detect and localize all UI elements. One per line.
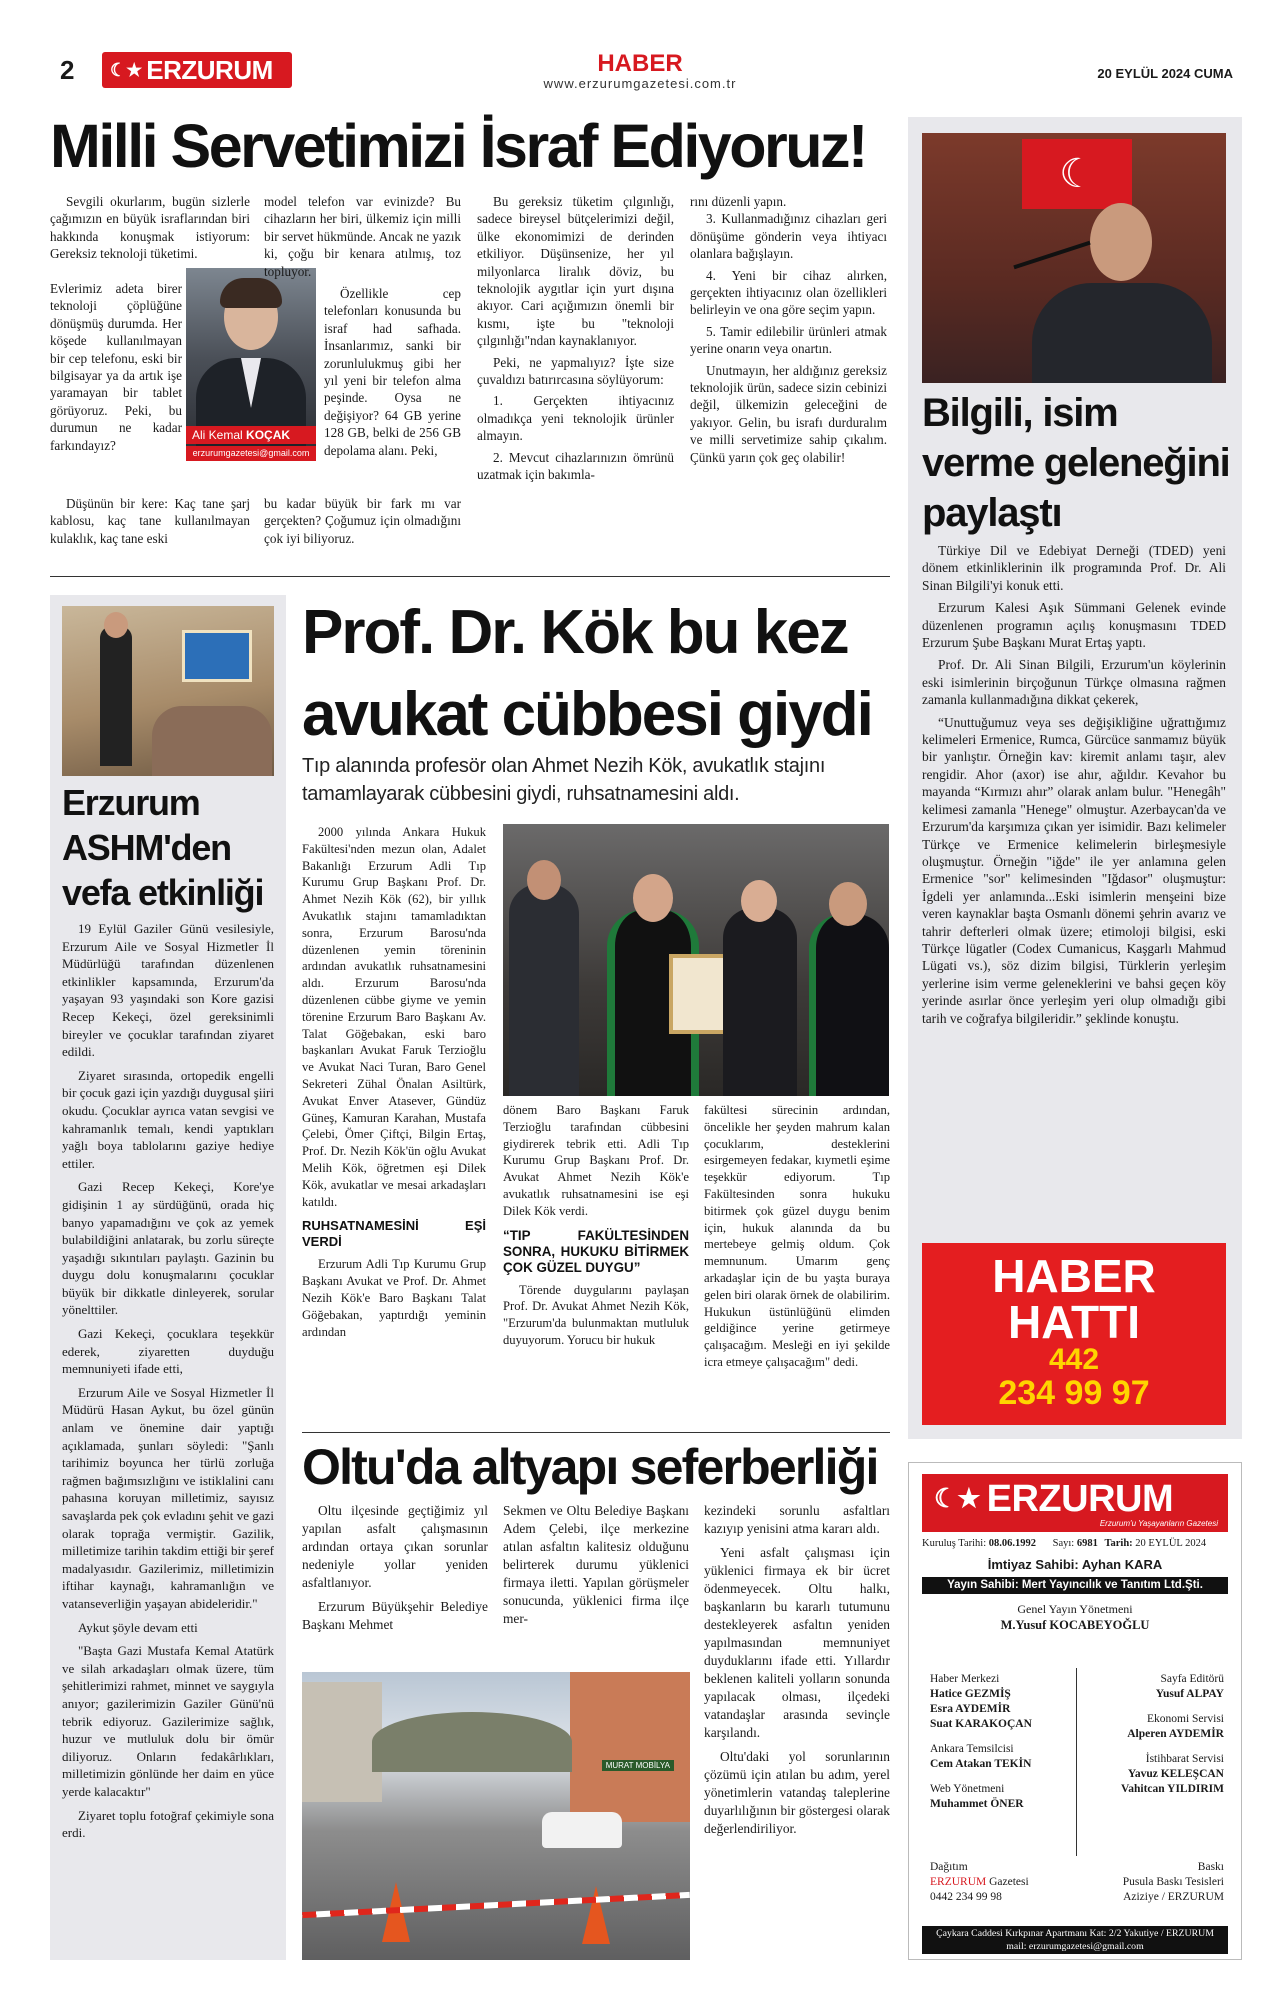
masthead-print: Baskı Pusula Baskı Tesisleri Aziziye / ERZURUM	[1122, 1861, 1224, 1903]
column-col1-top: Sevgili okurlarım, bugün sizlerle çağımızın en büyük israflarından biri hakkında konuşmak istiyorum: Gereksiz teknoloji tüketimi.	[50, 194, 250, 262]
kok-col2: dönem Baro Başkanı Faruk Terzioğlu tarafından cübbesini giydirerek tebrik etti. Adli Tıp Kurumu Grup Başkanı Prof. Dr. Avukat Ahmet Nezih Kök'e avukatlık ruhsatnamesini ise eşi Dilek Kök verdi. “TIP FAKÜLTESİNDEN SONRA, HUKUKU BİTİRMEK ÇOK GÜZEL DUYGU” Törende duygularını paylaşan Prof. Dr. Avukat Ahmet Nezih Kök, "Erzurum'da bulunmaktan mutluluk duyuyorum. Yorucu bir hukuk	[503, 1103, 689, 1347]
kok-photo	[503, 824, 889, 1096]
author-email[interactable]: erzurumgazetesi@gmail.com	[186, 446, 316, 461]
person-right	[809, 914, 889, 1096]
masthead-gm-name: M.Yusuf KOCABEYOĞLU	[1000, 1618, 1150, 1632]
ashm-paragraph: Ziyaret sırasında, ortopedik engelli bir çocuk gazi için yazdığı duygusal şiiri okudu. Çocuklar ayrıca vatan sevgisi ve kahramanlık temalı, kendi yaptıkları yağlı boya tablolarını gaziye hediye ettiler.	[62, 1067, 274, 1171]
ashm-paragraph: "Başta Gazi Mustafa Kemal Atatürk ve silah arkadaşları olmak üzere, tüm şehitlerimizi rahmet, minnet ve saygıyla anıyor; gazilerimizin Gaziler Günü'nü tebrik ediyoruz. Gazilerimize sağlık, huzur ve mutluluk dolu bir ömür diliyoruz. Onların fedakârlıkları, milletimizin gönlünde her daim en yüce yerde kalacaktır"	[62, 1643, 274, 1799]
person-left-head	[527, 860, 561, 900]
oltu-col3: kezindeki sorunlu asfaltları kazıyıp yenisini atma kararı aldı. Yeni asfalt çalışması için yüklenici firmaya ek bir ücret ödenmeyecek. Oltu halkı, başkanların bu kararlı tutumunu destekleyerek asfaltın yeniden yapılmasından memnuniyet duyduklarını ifade etti. Yıllardır beklenen kaliteli yolların sonunda yapılacak olması, ilçedeki vatandaşlar arasında sevinçle karşılandı. Oltu'daki yol sorunlarının çözümü için atılan bu adım, yerel yönetimlerin vatandaş taleplerine duyarlılığının bir göstergesi olarak değerlendiriliyor.	[704, 1503, 890, 1836]
staff-name: Muhammet ÖNER	[930, 1798, 1024, 1810]
staff-title: Haber Merkezi	[930, 1673, 1000, 1685]
ashm-paragraph: Gazi Kekeçi, çocuklara teşekkür ederek, ziyaretten duyduğu memnuniyeti ifade etti,	[62, 1326, 274, 1377]
staff-name: Esra AYDEMİR	[930, 1703, 1011, 1715]
staff-title: Ankara Temsilcisi	[930, 1743, 1014, 1755]
ashm-paragraph: Gazi Recep Kekeçi, Kore'ye gidişinin 1 ay sürdüğünü, orada hiç banyo yapamadığını ve çok az yemek bulabildiğini anlatarak, bu zorlu süreçte yaşadığı sıkıntıları paylaştı. Gazinin bu duygu dolu konuşmalarını çocuklar büyük bir dikkatle dinleyerek, sorular yönelttiler.	[62, 1179, 274, 1318]
staff-name: Cem Atakan TEKİN	[930, 1758, 1032, 1770]
police-tape	[302, 1892, 690, 1918]
ashm-photo	[62, 606, 274, 776]
header-date: 20 EYLÜL 2024 CUMA	[1097, 66, 1233, 81]
staff-group	[1084, 1752, 1224, 1797]
column-col1-wrap: Evlerimiz adeta birer teknoloji çöplüğüne dönüşmüş durumda. Her köşede kullanılmayan bir cep telefonu, eski bir bilgisayar ya da artık işe yaramayan bir tablet görüyoruz. Peki, bu durumun ne kadar farkındayız?	[50, 281, 182, 453]
staff-name: Alperen AYDEMİR	[1127, 1728, 1224, 1740]
haber-hatti-box[interactable]	[922, 1243, 1226, 1425]
painting-image	[182, 630, 252, 682]
header-section: HABER	[597, 50, 683, 77]
shop-sign: MURAT MOBİLYA	[602, 1760, 674, 1771]
staff-name: Vahitcan YILDIRIM	[1121, 1783, 1224, 1795]
masthead-info-line: Kuruluş Tarihi: 08.06.1992 Sayı: 6981 Tarih: 20 EYLÜL 2024	[922, 1538, 1207, 1549]
bilgili-headline: Bilgili, isim verme geleneğini paylaştı	[922, 391, 1230, 535]
masthead-dist: Dağıtım ERZURUM Gazetesi 0442 234 99 98	[930, 1861, 1029, 1903]
bilgili-text: Türkiye Dil ve Edebiyat Derneği (TDED) yeni dönem etkinliklerinin ilk programında Prof. Dr. Ali Sinan Bilgili'yi konuk etti. Erzurum Kalesi Aşık Sümmani Gelenek evinde düzenlenen programın açılış konuşmasını TDED Erzurum Şube Başkanı Murat Ertaş yaptı. Prof. Dr. Ali Sinan Bilgili, Erzurum'un köylerinin eski isimlerinin birçoğunun Türkçe olmasına rağmen zamanla kullanmadığına dikkat çekerek, “Unuttuğumuz veya ses değişikliğine uğrattığımız kelimeleri Ermenice, Rumca, Gürcüce sanmamız büyük bir yanlıştır. Örneğin kav: kiremit anlamı taşır, alev rengidir. Ahor (axor) ise ahır, ağıldır. Kevahor bu mayanda “Kırmızı ahır” olarak anlam bulur. "Henegâh" kelimesi zamanla "Henege" olmuştur. Azerbaycan'da ve Erzurum'da karşımıza çıkan yer isimidir. Bazı kelimeler Türkçe ve Ermenice kelimelerin birleşmesiyle oluşmuştur. Örneğin "iğde" ile yer anlamına gelen Ermenice "sor" kelimesinden "Iğdasor" oluşmuştur: İgdeli yer anlamında...Eski isimlerin menşeini bize veren kaynaklar başta Osmanlı dönemi şehrin avarız ve tahrir defterleri olmak üzere; etimoloji bilgisi, eski Türkçe lügatler (Codex Cumanicus, Kaşgarlı Mahmud Lügati vs.), söz dizim bilgisi, Türklerin yerleşim yerlerine isim verme geleneklerini ve bahsi geçen köy yerinde asırlar önce yerleşim yeri olup olmadığı gibi tarih ve coğrafya bilgileridir.” şeklinde konuştu.	[922, 543, 1226, 1026]
author-name-bar: Ali Kemal KOÇAK	[186, 426, 316, 444]
building-left	[302, 1682, 382, 1802]
person-left	[509, 884, 579, 1096]
kok-headline: Prof. Dr. Kök bu kez avukat cübbesi giydi	[302, 598, 872, 749]
column-col2-top: model telefon var evinizde? Bu cihazların her biri, ülkemiz için milli bir servet hükmünde. Ancak ne yazık ki, çoğu bir kenara atılmış, toz topluyor.	[264, 194, 461, 279]
author-hair	[220, 278, 282, 308]
ashm-paragraph: Ziyaret toplu fotoğraf çekimiyle sona erdi.	[62, 1807, 274, 1841]
column-col3: Bu gereksiz tüketim çılgınlığı, sadece bireysel bütçelerimizi değil, ülke ekonomimizi de derinden etkiliyor. Düşünsenize, her yıl milyonlarca liralık döviz, bu teknolojik aygıtlar için yurt dışına akıyor. Cari açığımızın önemli bir kısmı, işte bu "teknoloji çılgınlığı"ndan kaynaklanıyor. Peki, ne yapmalıyız? İşte size çuvaldızı batırırcasına söylüyorum: 1. Gerçekten ihtiyacınız olmadıkça yeni teknolojik ürünler almayın. 2. Mevcut cihazlarınızın ömrünü uzatmak için bakımla-	[477, 194, 674, 483]
building-right	[570, 1672, 690, 1822]
ashm-headline: Erzurum ASHM'den vefa etkinliği	[62, 782, 264, 913]
masthead-publisher: Yayın Sahibi: Mert Yayıncılık ve Tanıtım Ltd.Şti.	[922, 1577, 1228, 1594]
person-right-head	[829, 882, 867, 926]
ashm-text	[62, 920, 274, 1842]
masthead-footer: Çaykara Caddesi Kırkpınar Apartmanı Kat: 2/2 Yakutiye / ERZURUM mail: erzurumgazetesi@gmail.com	[922, 1926, 1228, 1954]
ashm-paragraph: 19 Eylül Gaziler Günü vesilesiyle, Erzurum Aile ve Sosyal Hizmetler İl Müdürlüğü tarafından düzenlenen etkinlikler kapsamında, Erzurum'da yaşayan 93 yaşındaki son Kore gazisi Recep Kekeçi, özel gereksinimli bireyler ve çocuklar tarafından ziyaret edildi.	[62, 921, 274, 1060]
speaker-body	[1032, 283, 1212, 383]
staff-name: Yavuz KELEŞCAN	[1127, 1768, 1224, 1780]
staff-group	[1084, 1672, 1224, 1702]
staff-name: Hatice GEZMİŞ	[930, 1688, 1011, 1700]
masthead-logo: ☾★ ERZURUM Erzurum'u Yaşayanların Gazetesi	[922, 1474, 1228, 1532]
staff-title: Web Yönetmeni	[930, 1783, 1005, 1795]
column-col1-bottom: Düşünün bir kere: Kaç tane şarj kablosu, kaç tane kullanılmayan kulaklık, kaç tane eski	[50, 496, 250, 546]
soldier-head	[104, 612, 128, 638]
haber-hatti-phone1: 442	[1048, 1343, 1100, 1376]
masthead-email[interactable]: mail: erzurumgazetesi@gmail.com	[1006, 1941, 1144, 1952]
traffic-cone-right	[582, 1886, 610, 1944]
oltu-photo	[302, 1672, 690, 1960]
oltu-col2: Sekmen ve Oltu Belediye Başkanı Adem Çelebi, ilçe merkezine atılan asfaltın kalitesiz olduğunu belirterek durumu yüklenici firmaya iletti. Yapılan görüşmeler sonucunda, yüklenici firma ilçe mer-	[503, 1503, 689, 1626]
masthead-right	[1084, 1672, 1224, 1807]
kok-deck: Tıp alanında profesör olan Ahmet Nezih Kök, avukatlık stajını tamamlayarak cübbesini giydi, ruhsatnamesini aldı.	[302, 755, 826, 805]
haber-hatti-line1: HABER	[992, 1250, 1156, 1302]
staff-group	[930, 1742, 1070, 1772]
kok-col3: fakültesi sürecinin ardından, öncelikle her şeyden mahrum kalan çocuklarım, desteklerini esirgemeyen fedakar, kıymetli eşime teşekkür ediyorum. Tıp Fakültesinden sonra hukuku bitirmek çok güzel duygu benim için, hukuk alanında da bu mertebeye gelmiş oldum. Çok memnunum. Umarım genç arkadaşlar için de bu yaşta buraya gelen biri olarak örnek de olabilirim. Hukukun üstünlüğünü elimden geldiğince yerine getirmeye çalışacağım. Mesleği en iyi şekilde icra etmeye çalışacağım" dedi.	[704, 1103, 890, 1369]
white-car	[542, 1812, 622, 1848]
masthead-left	[930, 1672, 1070, 1822]
staff-name: Suat KARAKOÇAN	[930, 1718, 1032, 1730]
kok-col1: 2000 yılında Ankara Hukuk Fakültesi'nden mezun olan, Adalet Bakanlığı Erzurum Adli Tıp Kurumu Grup Başkanı Prof. Dr. Ahmet Nezih Kök (62), bir yıllık Avukatlık stajını tamamladıktan sonra, Erzurum Barosu'nda düzenlenen yemin töreninin ardından avukatlık ruhsatnamesini aldı. Erzurum Barosu'nda düzenlenen cübbe giyme ve yemin törenine Erzurum Baro Başkanı Av. Talat Göğebakan, eski baro başkanları Avukat Faruk Terzioğlu ve Avukat Naci Turan, Baro Genel Sekreteri Zühal Önalan Asiltürk, Avukat Enver Atasever, Gündüz Güneş, Kamuran Karahan, Mustafa Çelebi, Ömer Çiftçi, Bilgin Ertaş, Prof. Dr. Nezih Kök'ün oğlu Avukat Melih Kök, öğretmen eşi Dilek Kök, avukatlar ve mesai arkadaşları katıldı. RUHSATNAMESİNİ EŞİ VERDİ Erzurum Adli Tıp Kurumu Grup Başkanı Avukat ve Prof. Dr. Ahmet Nezih Kök'e Baro Başkanı Talat Göğebakan, yaptırdığı yeminin ardından	[302, 825, 486, 1339]
hill-image	[372, 1712, 572, 1772]
microphone-icon	[1013, 241, 1090, 270]
haber-hatti-line2: HATTI	[1007, 1296, 1140, 1348]
woman-figure	[723, 908, 797, 1096]
oltu-col1: Oltu ilçesinde geçtiğimiz yıl yapılan asfalt çalışmasının ardından ortaya çıkan sorunlar nedeniyle yollar yeniden asfaltlanıyor. Erzurum Büyükşehir Belediye Başkanı Mehmet	[302, 1503, 488, 1632]
kok-sub2: “TIP FAKÜLTESİNDEN SONRA, HUKUKU BİTİRMEK ÇOK GÜZEL DUYGU”	[503, 1227, 689, 1275]
staff-title: Ekonomi Servisi	[1147, 1713, 1224, 1725]
haber-hatti-phone2: 234 99 97	[998, 1374, 1150, 1412]
column-col2-bottom: bu kadar büyük bir fark mı var gerçekten? Çoğumuz için olmadığını çok iyi biliyoruz.	[264, 496, 461, 546]
kok-sub1: RUHSATNAMESİNİ EŞİ VERDİ	[302, 1218, 486, 1250]
header-website[interactable]: www.erzurumgazetesi.com.tr	[543, 76, 737, 91]
staff-group	[1084, 1712, 1224, 1742]
column-col2-wrap: Özellikle cep telefonları konusunda bu israf had safhada. İnsanlarımız, sanki bir zorunlulukmuş gibi her yıl yeni bir telefon alma peşinde. Oysa ne değişiyor? 64 GB yerine 128 GB, belki de 256 GB depolama alanı. Peki,	[324, 286, 461, 458]
flag-icon: ☾★	[110, 59, 143, 80]
staff-group	[930, 1782, 1070, 1812]
oltu-headline: Oltu'da altyapı seferberliği	[302, 1439, 878, 1495]
column-col4: rını düzenli yapın. 3. Kullanmadığınız cihazları geri dönüşüme gönderin veya ihtiyacı olanlara bağışlayın. 4. Yeni bir cihaz alırken, gerçekten ihtiyacınız olan özellikleri belirleyin ve ona göre seçim yapın. 5. Tamir edilebilir ürünleri atmak yerine onarın veya onartın. Unutmayın, her aldığınız gereksiz teknolojik ürün, sadece sizin cebinizi değil, ülkemizin geleceğini de yakıyor. Gelin, bu israfı durduralım ve milli servetimize sahip çıkalım. Çünkü yarın çok geç olabilir!	[690, 194, 887, 465]
flag-image: ☾	[1022, 139, 1132, 209]
staff-title: Sayfa Editörü	[1160, 1673, 1224, 1685]
masthead-privilege: İmtiyaz Sahibi: Ayhan KARA	[987, 1557, 1163, 1572]
staff-name: Yusuf ALPAY	[1155, 1688, 1224, 1700]
woman-head	[741, 880, 777, 922]
masthead-tagline: Erzurum'u Yaşayanların Gazetesi	[1099, 1518, 1218, 1528]
staff-title: İstihbarat Servisi	[1145, 1753, 1224, 1765]
header-logo: ☾★ ERZURUM	[102, 52, 292, 88]
ashm-paragraph: Aykut şöyle devam etti	[78, 1619, 198, 1635]
bilgili-photo	[922, 133, 1226, 383]
author-photo	[186, 268, 316, 448]
divider-top	[50, 576, 890, 577]
soldier-figure	[100, 626, 132, 766]
column-headline: Milli Servetimizi İsraf Ediyoruz!	[50, 112, 866, 180]
masthead-divider	[1076, 1668, 1077, 1856]
children-group	[152, 706, 272, 776]
speaker-head	[1090, 203, 1152, 281]
staff-group	[930, 1672, 1070, 1732]
flag-icon: ☾★	[934, 1483, 981, 1513]
masthead-gm-title: Genel Yayın Yönetmeni	[1017, 1602, 1133, 1616]
professor-head	[633, 874, 673, 922]
divider-oltu	[302, 1432, 890, 1433]
page-number: 2	[60, 55, 75, 85]
ashm-paragraph: Erzurum Aile ve Sosyal Hizmetler İl Müdürü Hasan Aykut, bu özel günün anlam ve önemine dair yaptığı açıklamada, şunları söyledi: "Şanlı tarihimiz boyunca her türlü zorluğa rağmen bağımsızlığını ve istiklalini canı pahasına koruyan milletimiz, sayısız savaşlarda pek çok evladını şehit ve gazi olarak toprağa vermiştir. Gazilik, milletimize tarihin takdim ettiği bir şeref madalyasıdır. Gazilerimiz, milletimizin iftihar kaynağı, kahramanlığın ve vatanseverliğin yaşayan abideleridir."	[62, 1384, 274, 1611]
